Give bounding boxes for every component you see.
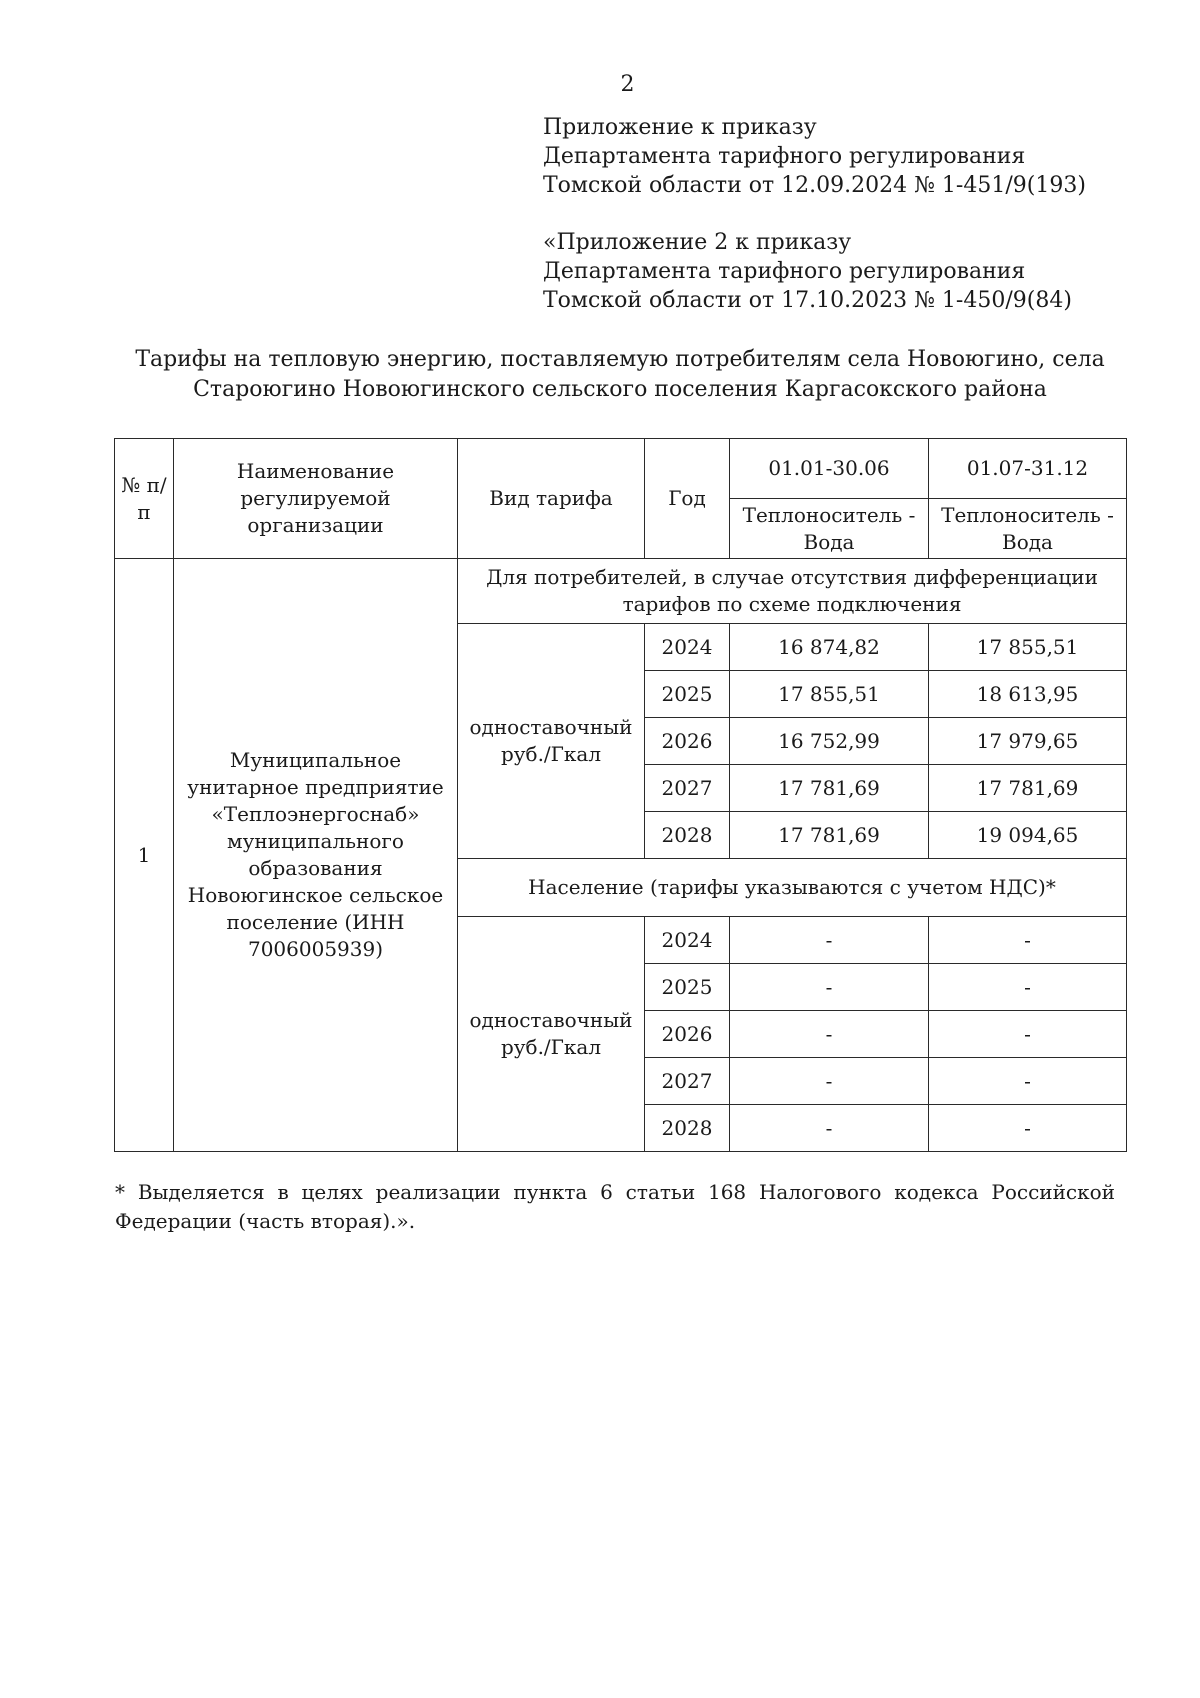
tariff-table — [114, 438, 1127, 1152]
tariff-value: - — [929, 964, 1127, 1011]
tariff-value: - — [730, 1011, 929, 1058]
tariff-value: 17 855,51 — [929, 624, 1127, 671]
year-cell: 2024 — [645, 624, 730, 671]
year-cell: 2026 — [645, 718, 730, 765]
year-cell: 2025 — [645, 671, 730, 718]
appendix-2-line2: Департамента тарифного регулирования — [543, 259, 1026, 284]
section-1-tariff-type: одноставочный руб./Гкал — [458, 624, 645, 859]
tariff-value: - — [730, 917, 929, 964]
tariff-value: 16 752,99 — [730, 718, 929, 765]
appendix-1-line3: Томской области от 12.09.2024 № 1-451/9(193) — [543, 173, 1086, 198]
appendix-header-original — [543, 228, 1072, 315]
year-cell: 2026 — [645, 1011, 730, 1058]
section-2-title: Население (тарифы указываются с учетом НДС)* — [458, 859, 1127, 917]
header-tariff-type: Вид тарифа — [458, 439, 645, 559]
footnote: * Выделяется в целях реализации пункта 6 статьи 168 Налогового кодекса Российской Федерации (часть вторая).». — [115, 1180, 1115, 1233]
tariff-value: 17 781,69 — [730, 765, 929, 812]
year-cell: 2028 — [645, 812, 730, 859]
year-cell: 2024 — [645, 917, 730, 964]
header-carrier-2: Теплоноситель - Вода — [929, 499, 1127, 559]
row-number: 1 — [115, 559, 174, 1152]
page-number: 2 — [620, 72, 635, 97]
year-cell: 2027 — [645, 1058, 730, 1105]
tariff-value: 16 874,82 — [730, 624, 929, 671]
header-organization: Наименование регулируемой организации — [174, 439, 458, 559]
tariff-value: 17 781,69 — [929, 765, 1127, 812]
tariff-value: - — [929, 1058, 1127, 1105]
section-1-title: Для потребителей, в случае отсутствия дифференциации тарифов по схеме подключения — [458, 559, 1127, 624]
appendix-1-line1: Приложение к приказу — [543, 115, 817, 140]
appendix-1-line2: Департамента тарифного регулирования — [543, 144, 1026, 169]
section-title-row — [115, 559, 1127, 624]
header-number: № п/п — [115, 439, 174, 559]
table-header-row — [115, 439, 1127, 499]
tariff-value: - — [929, 1105, 1127, 1152]
tariff-value: 17 781,69 — [730, 812, 929, 859]
tariff-value: - — [730, 1058, 929, 1105]
tariff-value: 18 613,95 — [929, 671, 1127, 718]
appendix-header-current — [543, 113, 1086, 200]
tariff-value: 17 979,65 — [929, 718, 1127, 765]
year-cell: 2028 — [645, 1105, 730, 1152]
appendix-2-line3: Томской области от 17.10.2023 № 1-450/9(84) — [543, 288, 1072, 313]
tariff-value: - — [929, 1011, 1127, 1058]
tariff-value: - — [730, 1105, 929, 1152]
tariff-value: 19 094,65 — [929, 812, 1127, 859]
document-title: Тарифы на тепловую энергию, поставляемую потребителям села Новоюгино, села Староюгино Новоюгинского сельского поселения Каргасокского района — [135, 347, 1105, 402]
organization-name: Муниципальное унитарное предприятие «Теплоэнергоснаб» муниципального образования Новоюгинское сельское поселение (ИНН 7006005939) — [174, 559, 458, 1152]
header-year: Год — [645, 439, 730, 559]
year-cell: 2025 — [645, 964, 730, 1011]
year-cell: 2027 — [645, 765, 730, 812]
tariff-value: - — [730, 964, 929, 1011]
tariff-value: - — [929, 917, 1127, 964]
section-2-tariff-type: одноставочный руб./Гкал — [458, 917, 645, 1152]
header-period-1: 01.01-30.06 — [730, 439, 929, 499]
header-carrier-1: Теплоноситель - Вода — [730, 499, 929, 559]
tariff-value: 17 855,51 — [730, 671, 929, 718]
appendix-2-line1: «Приложение 2 к приказу — [543, 230, 852, 255]
header-period-2: 01.07-31.12 — [929, 439, 1127, 499]
